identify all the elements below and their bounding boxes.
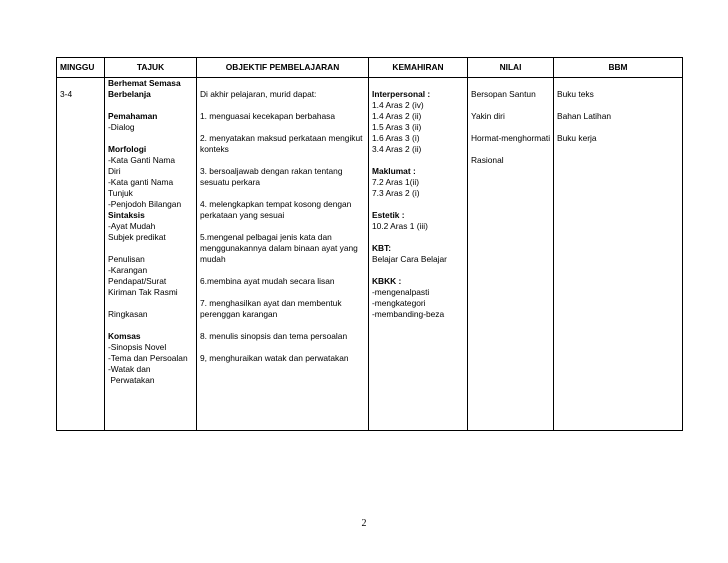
nilai-item: Yakin diri xyxy=(471,111,505,121)
page-number: 2 xyxy=(361,518,367,529)
tajuk-item: -Watak dan xyxy=(108,364,151,374)
kemahiran-item: 1.4 Aras 2 (ii) xyxy=(372,111,422,121)
tajuk-item: -Kata Ganti Nama xyxy=(108,155,176,165)
kemahiran-heading: KBT: xyxy=(372,243,392,253)
tajuk-section-heading: Morfologi xyxy=(108,144,147,154)
kemahiran-item: -membanding-beza xyxy=(372,309,445,319)
objektif-intro: Di akhir pelajaran, murid dapat: xyxy=(200,89,317,99)
cell-bbm xyxy=(554,78,683,431)
week-value: 3-4 xyxy=(60,89,73,99)
objektif-item: 7. menghasilkan ayat dan membentuk xyxy=(200,298,342,308)
table-row xyxy=(57,78,683,431)
cell-objektif xyxy=(197,78,369,431)
header-bbm: BBM xyxy=(554,58,683,78)
bbm-item: Bahan Latihan xyxy=(557,111,612,121)
objektif-item: 5.mengenal pelbagai jenis kata dan xyxy=(200,232,332,242)
objektif-item: menggunakannya dalam binaan ayat yang xyxy=(200,243,358,253)
objektif-item: 8. menulis sinopsis dan tema persoalan xyxy=(200,331,348,341)
kemahiran-heading: KBKK : xyxy=(372,276,402,286)
kemahiran-heading: Interpersonal : xyxy=(372,89,431,99)
objektif-item: perkataan yang sesuai xyxy=(200,210,285,220)
tajuk-title-line: Berbelanja xyxy=(108,89,151,99)
header-objektif: OBJEKTIF PEMBELAJARAN xyxy=(197,58,369,78)
objektif-item: 9, menghuraikan watak dan perwatakan xyxy=(200,353,349,363)
objektif-item: 3. bersoaljawab dengan rakan tentang xyxy=(200,166,343,176)
nilai-item: Rasional xyxy=(471,155,504,165)
tajuk-item: Perwatakan xyxy=(108,375,155,385)
objektif-item: 6.membina ayat mudah secara lisan xyxy=(200,276,335,286)
kemahiran-item: 1.5 Aras 3 (ii) xyxy=(372,122,422,132)
nilai-item: Hormat-menghormati xyxy=(471,133,550,143)
tajuk-section-heading: Sintaksis xyxy=(108,210,145,220)
header-row xyxy=(57,58,683,78)
tajuk-item: -Sinopsis Novel xyxy=(108,342,167,352)
tajuk-item: -Penjodoh Bilangan xyxy=(108,199,182,209)
kemahiran-item: Belajar Cara Belajar xyxy=(372,254,447,264)
objektif-item: konteks xyxy=(200,144,229,154)
tajuk-item: Tunjuk xyxy=(108,188,133,198)
header-kemahiran: KEMAHIRAN xyxy=(369,58,468,78)
cell-kemahiran xyxy=(369,78,468,431)
tajuk-item: Pendapat/Surat xyxy=(108,276,167,286)
tajuk-item: -Tema dan Persoalan xyxy=(108,353,188,363)
tajuk-section-heading: Ringkasan xyxy=(108,309,148,319)
kemahiran-item: 1.6 Aras 3 (i) xyxy=(372,133,420,143)
header-minggu: MINGGU xyxy=(57,58,105,78)
objektif-item: 1. menguasai kecekapan berbahasa xyxy=(200,111,336,121)
kemahiran-heading: Maklumat : xyxy=(372,166,416,176)
objektif-item: 2. menyatakan maksud perkataan mengikut xyxy=(200,133,363,143)
objektif-item: 4. melengkapkan tempat kosong dengan xyxy=(200,199,352,209)
tajuk-item: -Dialog xyxy=(108,122,135,132)
objektif-item: perenggan karangan xyxy=(200,309,278,319)
kemahiran-item: 3.4 Aras 2 (ii) xyxy=(372,144,422,154)
tajuk-item: Diri xyxy=(108,166,121,176)
tajuk-item: -Ayat Mudah xyxy=(108,221,156,231)
bbm-item: Buku kerja xyxy=(557,133,597,143)
kemahiran-item: -mengkategori xyxy=(372,298,426,308)
kemahiran-item: 7.3 Aras 2 (i) xyxy=(372,188,420,198)
nilai-item: Bersopan Santun xyxy=(471,89,536,99)
tajuk-item: Kiriman Tak Rasmi xyxy=(108,287,178,297)
kemahiran-item: -mengenalpasti xyxy=(372,287,430,297)
cell-minggu xyxy=(57,78,105,431)
tajuk-item: -Kata ganti Nama xyxy=(108,177,174,187)
tajuk-section-heading: Penulisan xyxy=(108,254,145,264)
cell-nilai xyxy=(468,78,554,431)
objektif-item: sesuatu perkara xyxy=(200,177,261,187)
tajuk-title-line: Berhemat Semasa xyxy=(108,78,181,88)
tajuk-item: -Karangan xyxy=(108,265,148,275)
kemahiran-item: 10.2 Aras 1 (iii) xyxy=(372,221,428,231)
tajuk-item: Subjek predikat xyxy=(108,232,166,242)
tajuk-section-heading: Komsas xyxy=(108,331,141,341)
objektif-item: mudah xyxy=(200,254,226,264)
tajuk-section-heading: Pemahaman xyxy=(108,111,158,121)
kemahiran-item: 7.2 Aras 1(ii) xyxy=(372,177,420,187)
kemahiran-heading: Estetik : xyxy=(372,210,405,220)
lesson-plan-table xyxy=(56,57,683,431)
bbm-item: Buku teks xyxy=(557,89,594,99)
cell-tajuk xyxy=(105,78,197,431)
kemahiran-item: 1.4 Aras 2 (iv) xyxy=(372,100,424,110)
header-tajuk: TAJUK xyxy=(105,58,197,78)
header-nilai: NILAI xyxy=(468,58,554,78)
